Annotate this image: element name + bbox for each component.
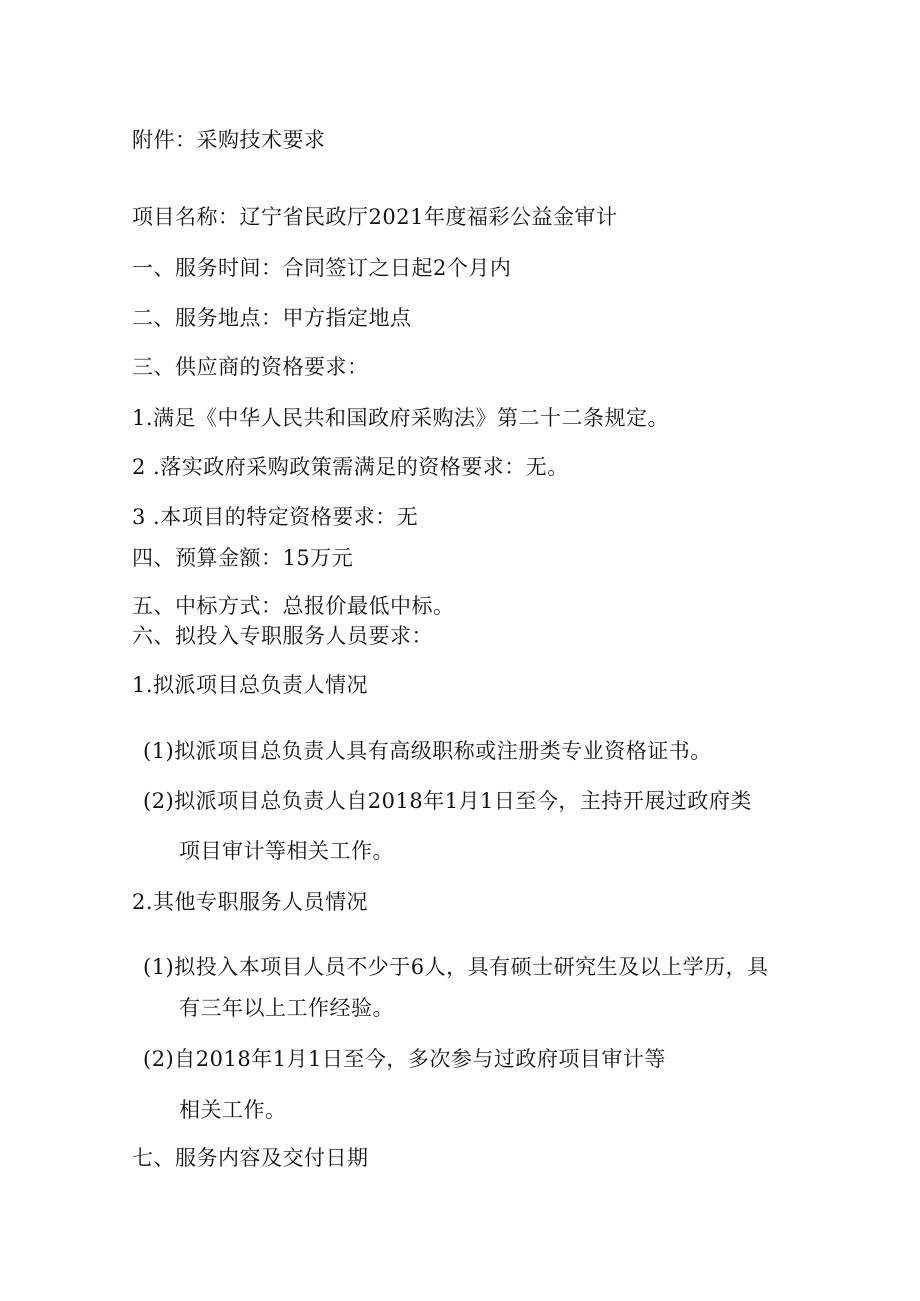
other-staff-item-2-cont: 相关工作。 [179, 1098, 287, 1122]
project-name: 项目名称：辽宁省民政厅2021年度福彩公益金审计 [132, 205, 618, 229]
project-lead-item-1: (1)拟派项目总负责人具有高级职称或注册类专业资格证书。 [143, 739, 712, 763]
section-service-time: 一、服务时间：合同签订之日起2个月内 [132, 256, 512, 280]
subsection-project-lead: 1.拟派项目总负责人情况 [132, 673, 369, 697]
subsection-other-staff: 2.其他专职服务人员情况 [132, 890, 369, 914]
section-award-method: 五、中标方式：总报价最低中标。 [132, 594, 455, 618]
project-lead-item-2: (2)拟派项目总负责人自2018年1月1日至今，主持开展过政府类 [143, 789, 752, 813]
qualification-item-1: 1.满足《中华人民共和国政府采购法》第二十二条规定。 [132, 406, 670, 430]
other-staff-item-2: (2)自2018年1月1日至今，多次参与过政府项目审计等 [143, 1047, 666, 1071]
qualification-item-3: 3 .本项目的特定资格要求：无 [132, 505, 419, 529]
section-budget: 四、预算金额：15万元 [132, 546, 354, 570]
other-staff-item-1-cont: 有三年以上工作经验。 [179, 996, 394, 1020]
section-staff-requirements: 六、拟投入专职服务人员要求： [132, 624, 433, 648]
section-supplier-qualification: 三、供应商的资格要求： [132, 355, 369, 379]
section-service-location: 二、服务地点：甲方指定地点 [132, 306, 412, 330]
project-lead-item-2-cont: 项目审计等相关工作。 [179, 839, 394, 863]
section-service-content: 七、服务内容及交付日期 [132, 1146, 369, 1170]
qualification-item-2: 2 .落实政府采购政策需满足的资格要求：无。 [132, 455, 569, 479]
other-staff-item-1: (1)拟投入本项目人员不少于6人，具有硕士研究生及以上学历，具 [143, 955, 769, 979]
attachment-title: 附件：采购技术要求 [132, 128, 326, 152]
